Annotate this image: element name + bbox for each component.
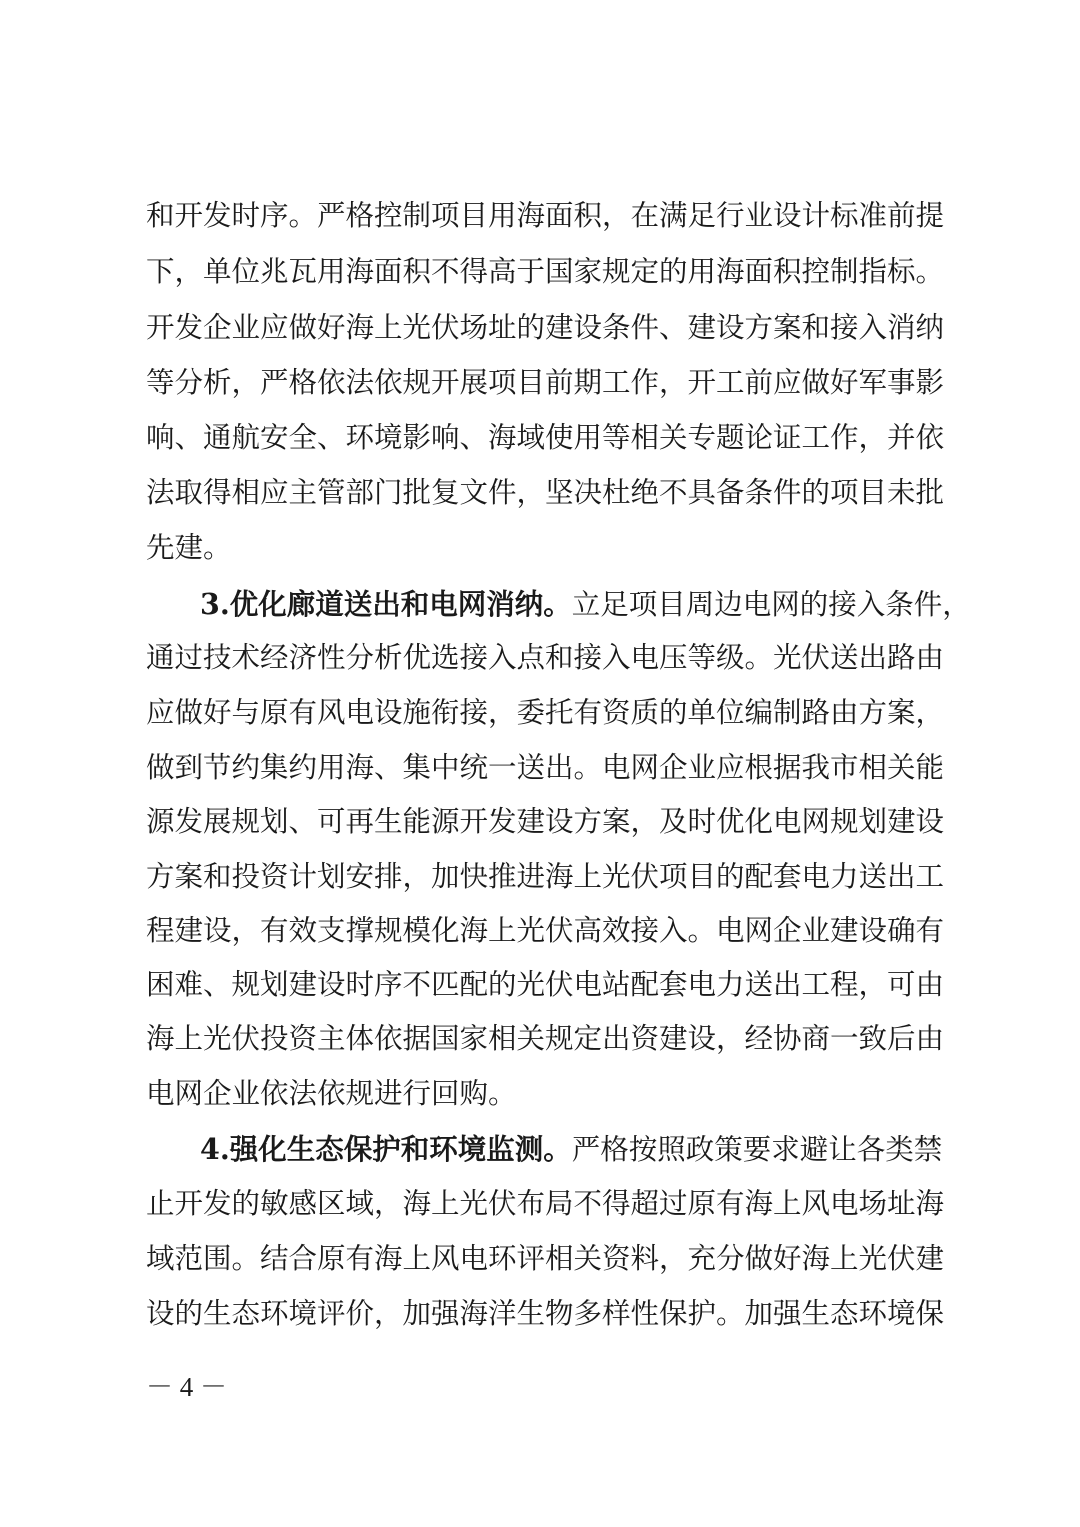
text-line: 程建设，有效支撑规模化海上光伏高效接入。电网企业建设确有 [146,914,945,947]
text-line: 方案和投资计划安排，加快推进海上光伏项目的配套电力送出工 [146,860,945,893]
text-line: 法取得相应主管部门批复文件，坚决杜绝不具备条件的项目未批 [146,476,945,509]
text-line: 开发企业应做好海上光伏场址的建设条件、建设方案和接入消纳 [146,311,945,344]
section-3-line: 3.优化廊道送出和电网消纳。立足项目周边电网的接入条件， [200,587,971,621]
text-line: 止开发的敏感区域，海上光伏布局不得超过原有海上风电场址海 [146,1187,945,1220]
section-4-heading: 4.强化生态保护和环境监测。 [200,1132,572,1166]
text-line: 下，单位兆瓦用海面积不得高于国家规定的用海面积控制指标。 [146,255,945,288]
text-line: 做到节约集约用海、集中统一送出。电网企业应根据我市相关能 [146,751,945,784]
text-line: 先建。 [146,531,232,564]
text-line: 响、通航安全、环境影响、海域使用等相关专题论证工作，并依 [146,421,945,454]
text-line: 困难、规划建设时序不匹配的光伏电站配套电力送出工程，可由 [146,968,945,1001]
text-line: 电网企业依法依规进行回购。 [146,1077,517,1110]
text-line: 源发展规划、可再生能源开发建设方案，及时优化电网规划建设 [146,805,945,838]
text-line: 海上光伏投资主体依据国家相关规定出资建设，经协商一致后由 [146,1022,945,1055]
section-3-heading: 3.优化廊道送出和电网消纳。 [200,587,572,621]
text-line: 设的生态环境评价，加强海洋生物多样性保护。加强生态环境保 [146,1297,945,1330]
page-number: － 4 － [146,1372,227,1402]
text-line: 和开发时序。严格控制项目用海面积，在满足行业设计标准前提 [146,199,945,232]
section-4-line: 4.强化生态保护和环境监测。严格按照政策要求避让各类禁 [200,1132,943,1166]
text-line: 通过技术经济性分析优选接入点和接入电压等级。光伏送出路由 [146,641,945,674]
text-line: 应做好与原有风电设施衔接，委托有资质的单位编制路由方案， [146,696,945,729]
text-line: 等分析，严格依法依规开展项目前期工作，开工前应做好军事影 [146,366,945,399]
text-line: 域范围。结合原有海上风电环评相关资料，充分做好海上光伏建 [146,1242,945,1275]
